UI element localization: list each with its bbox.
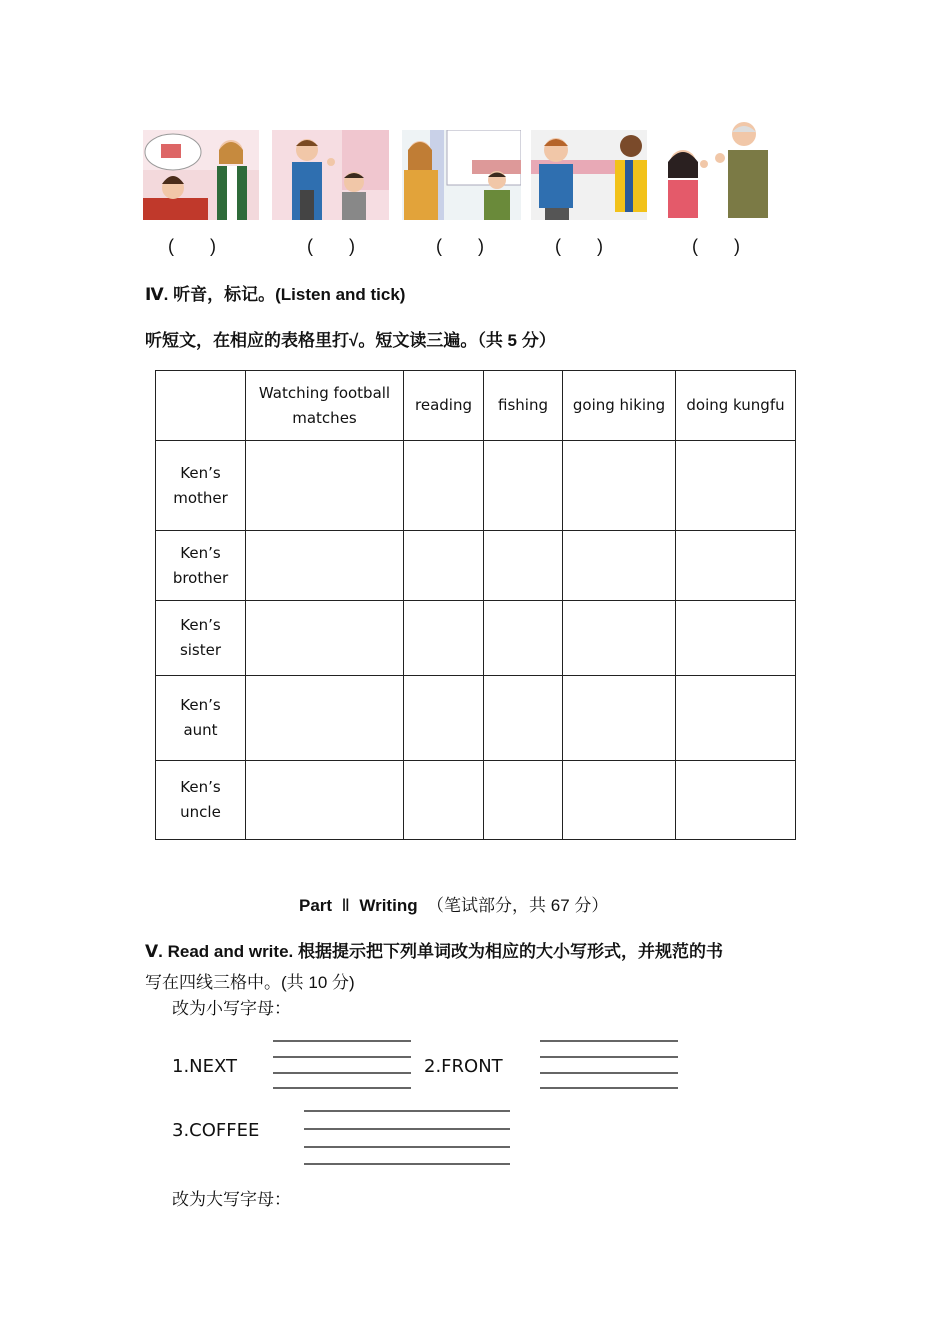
tick-cell[interactable] [563, 761, 676, 840]
table-header-watching-football: Watching football matches [246, 371, 404, 441]
word-front: 2.FRONT [424, 1056, 503, 1077]
table-row [156, 676, 796, 761]
tick-cell[interactable] [246, 531, 404, 601]
picture-1 [143, 130, 259, 220]
answer-blank-1[interactable]: ( ) [168, 236, 216, 256]
tick-cell[interactable] [246, 761, 404, 840]
uppercase-prompt: 改为大写字母： [172, 1190, 291, 1210]
tick-cell[interactable] [563, 601, 676, 676]
table-header-reading: reading [404, 371, 484, 441]
table-row [156, 531, 796, 601]
table-header-row [156, 371, 796, 441]
table-row [156, 441, 796, 531]
tick-cell[interactable] [404, 601, 484, 676]
row-label-aunt: Ken’s aunt [156, 676, 246, 761]
tick-cell[interactable] [676, 601, 796, 676]
tick-cell[interactable] [563, 531, 676, 601]
picture-2 [272, 130, 389, 220]
word-coffee: 3.COFFEE [172, 1120, 260, 1141]
four-line-grid-2[interactable] [540, 1040, 678, 1090]
answer-blank-2[interactable]: ( ) [307, 236, 355, 256]
table-header-going-hiking: going hiking [563, 371, 676, 441]
table-header-doing-kungfu: doing kungfu [676, 371, 796, 441]
listening-tick-table [155, 370, 796, 840]
answer-blank-3[interactable]: ( ) [436, 236, 484, 256]
table-row [156, 761, 796, 840]
tick-cell[interactable] [404, 676, 484, 761]
tick-cell[interactable] [563, 441, 676, 531]
part-2-heading [299, 891, 608, 916]
tick-cell[interactable] [246, 676, 404, 761]
man-boy-waving-picture [272, 130, 389, 220]
tick-cell[interactable] [484, 761, 563, 840]
row-label-sister: Ken’s sister [156, 601, 246, 676]
section-4-title: Ⅳ. 听音，标记。(Listen and tick) [145, 285, 406, 304]
lowercase-prompt: 改为小写字母： [172, 999, 291, 1019]
tick-cell[interactable] [484, 676, 563, 761]
part-2-numeral: Ⅱ [341, 896, 350, 915]
tick-cell[interactable] [404, 441, 484, 531]
tick-cell[interactable] [484, 531, 563, 601]
teacher-girl-classroom-picture [143, 130, 259, 220]
tick-cell[interactable] [676, 531, 796, 601]
tick-cell[interactable] [676, 441, 796, 531]
girl-grandpa-waving-picture [658, 118, 778, 220]
tick-cell[interactable] [676, 676, 796, 761]
answer-blank-4[interactable]: ( ) [555, 236, 603, 256]
tick-cell[interactable] [404, 761, 484, 840]
table-header-empty [156, 371, 246, 441]
tick-cell[interactable] [676, 761, 796, 840]
tick-cell[interactable] [246, 601, 404, 676]
four-line-grid-1[interactable] [273, 1040, 411, 1090]
two-boys-talking-picture [531, 130, 647, 220]
tick-cell[interactable] [484, 601, 563, 676]
section-4-instruction: 听短文，在相应的表格里打√。短文读三遍。（共 5 分） [145, 331, 556, 350]
woman-boy-window-picture [402, 130, 521, 220]
table-header-fishing: fishing [484, 371, 563, 441]
part-2-name: Writing [359, 896, 418, 915]
four-line-grid-3[interactable] [304, 1110, 510, 1166]
picture-3 [402, 130, 521, 220]
table-row [156, 601, 796, 676]
row-label-brother: Ken’s brother [156, 531, 246, 601]
answer-blank-5[interactable]: ( ) [692, 236, 740, 256]
picture-5 [658, 118, 778, 220]
tick-cell[interactable] [563, 676, 676, 761]
tick-cell[interactable] [246, 441, 404, 531]
picture-4 [531, 130, 647, 220]
tick-cell[interactable] [404, 531, 484, 601]
section-5-title-cont: 写在四线三格中。(共 10 分) [145, 973, 355, 992]
row-label-mother: Ken’s mother [156, 441, 246, 531]
row-label-uncle: Ken’s uncle [156, 761, 246, 840]
section-5-title: Ⅴ. Read and write. 根据提示把下列单词改为相应的大小写形式，并规范的书 [145, 942, 723, 961]
part-2-label: Part [299, 896, 333, 915]
word-next: 1.NEXT [172, 1056, 238, 1077]
tick-cell[interactable] [484, 441, 563, 531]
part-2-note: （笔试部分，共 67 分） [427, 896, 609, 915]
